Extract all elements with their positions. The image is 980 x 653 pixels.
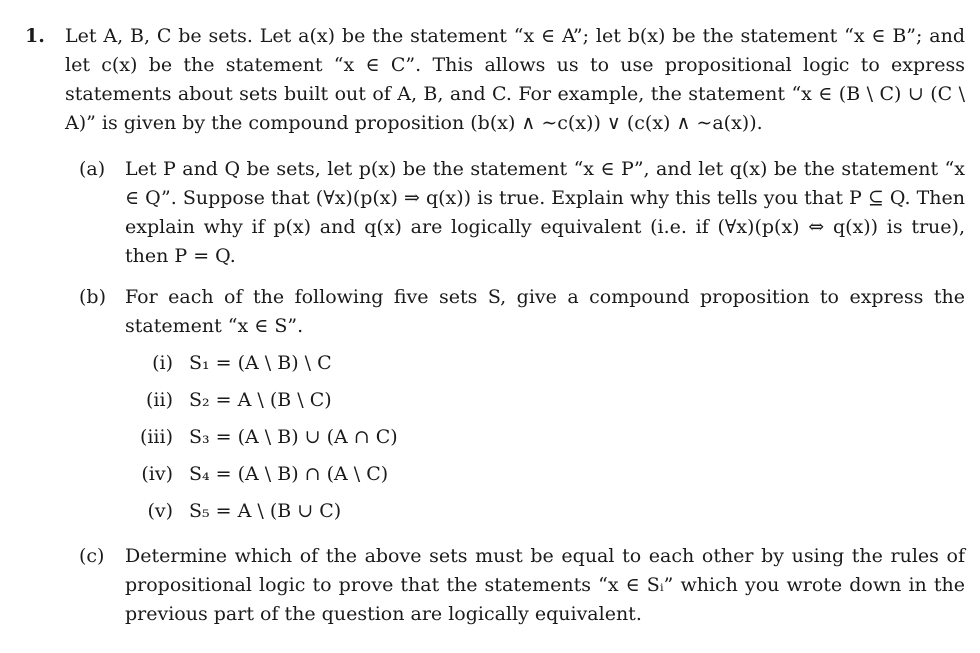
- set-expression: S₁ = (A \ B) \ C: [189, 352, 332, 374]
- set-list: [125, 345, 965, 530]
- set-item-label: (iii): [139, 426, 173, 448]
- set-item-label: (v): [147, 500, 173, 522]
- problem-intro: Let A, B, C be sets. Let a(x) be the statement “x ∈ A”; let b(x) be the statement “x ∈ B”; and let c(x) be the statement “x ∈ C”. This allows us to use propositional logic to express statements about sets built out of A, B, and C. For example, the statement “x ∈ (B \ C) ∪ (C \ A)” is given by the compound proposition (b(x) ∧ ∼c(x)) ∨ (c(x) ∧ ∼a(x)).: [65, 25, 965, 134]
- set-item-4: [125, 456, 965, 493]
- part-b: [79, 283, 965, 530]
- problem-1: [25, 22, 965, 641]
- set-item-label: (i): [152, 352, 173, 374]
- part-c-label: (c): [79, 545, 105, 567]
- part-b-label: (b): [79, 286, 106, 308]
- set-expression: S₃ = (A \ B) ∪ (A ∩ C): [189, 426, 398, 448]
- set-item-label: (iv): [141, 463, 173, 485]
- set-item-3: [125, 419, 965, 456]
- set-expression: S₄ = (A \ B) ∩ (A \ C): [189, 463, 389, 485]
- set-expression: S₅ = A \ (B ∪ C): [189, 500, 342, 522]
- problem-number: 1.: [25, 25, 45, 47]
- set-item-label: (ii): [146, 389, 173, 411]
- part-a-label: (a): [79, 158, 106, 180]
- set-expression: S₂ = A \ (B \ C): [189, 389, 332, 411]
- part-c-text: Determine which of the above sets must be equal to each other by using the rules of propositional logic to prove that the statements “x ∈ Sᵢ” which you wrote down in the previous part of the question are logically equivalent.: [125, 545, 965, 625]
- part-a: [79, 155, 965, 271]
- part-c: [79, 542, 965, 629]
- part-b-text: For each of the following five sets S, give a compound proposition to express the statement “x ∈ S”.: [125, 286, 965, 337]
- part-a-text: Let P and Q be sets, let p(x) be the statement “x ∈ P”, and let q(x) be the statement “x ∈ Q”. Suppose that (∀x)(p(x) ⇒ q(x)) is true. Explain why this tells you that P ⊆ Q. Then explain why if p(x) and q(x) are logically equivalent (i.e. if (∀x)(p(x) ⇔ q(x)) is true), then P = Q.: [125, 158, 965, 267]
- set-item-2: [125, 382, 965, 419]
- problem-parts: [25, 155, 965, 629]
- set-item-5: [125, 493, 965, 530]
- set-item-1: [125, 345, 965, 382]
